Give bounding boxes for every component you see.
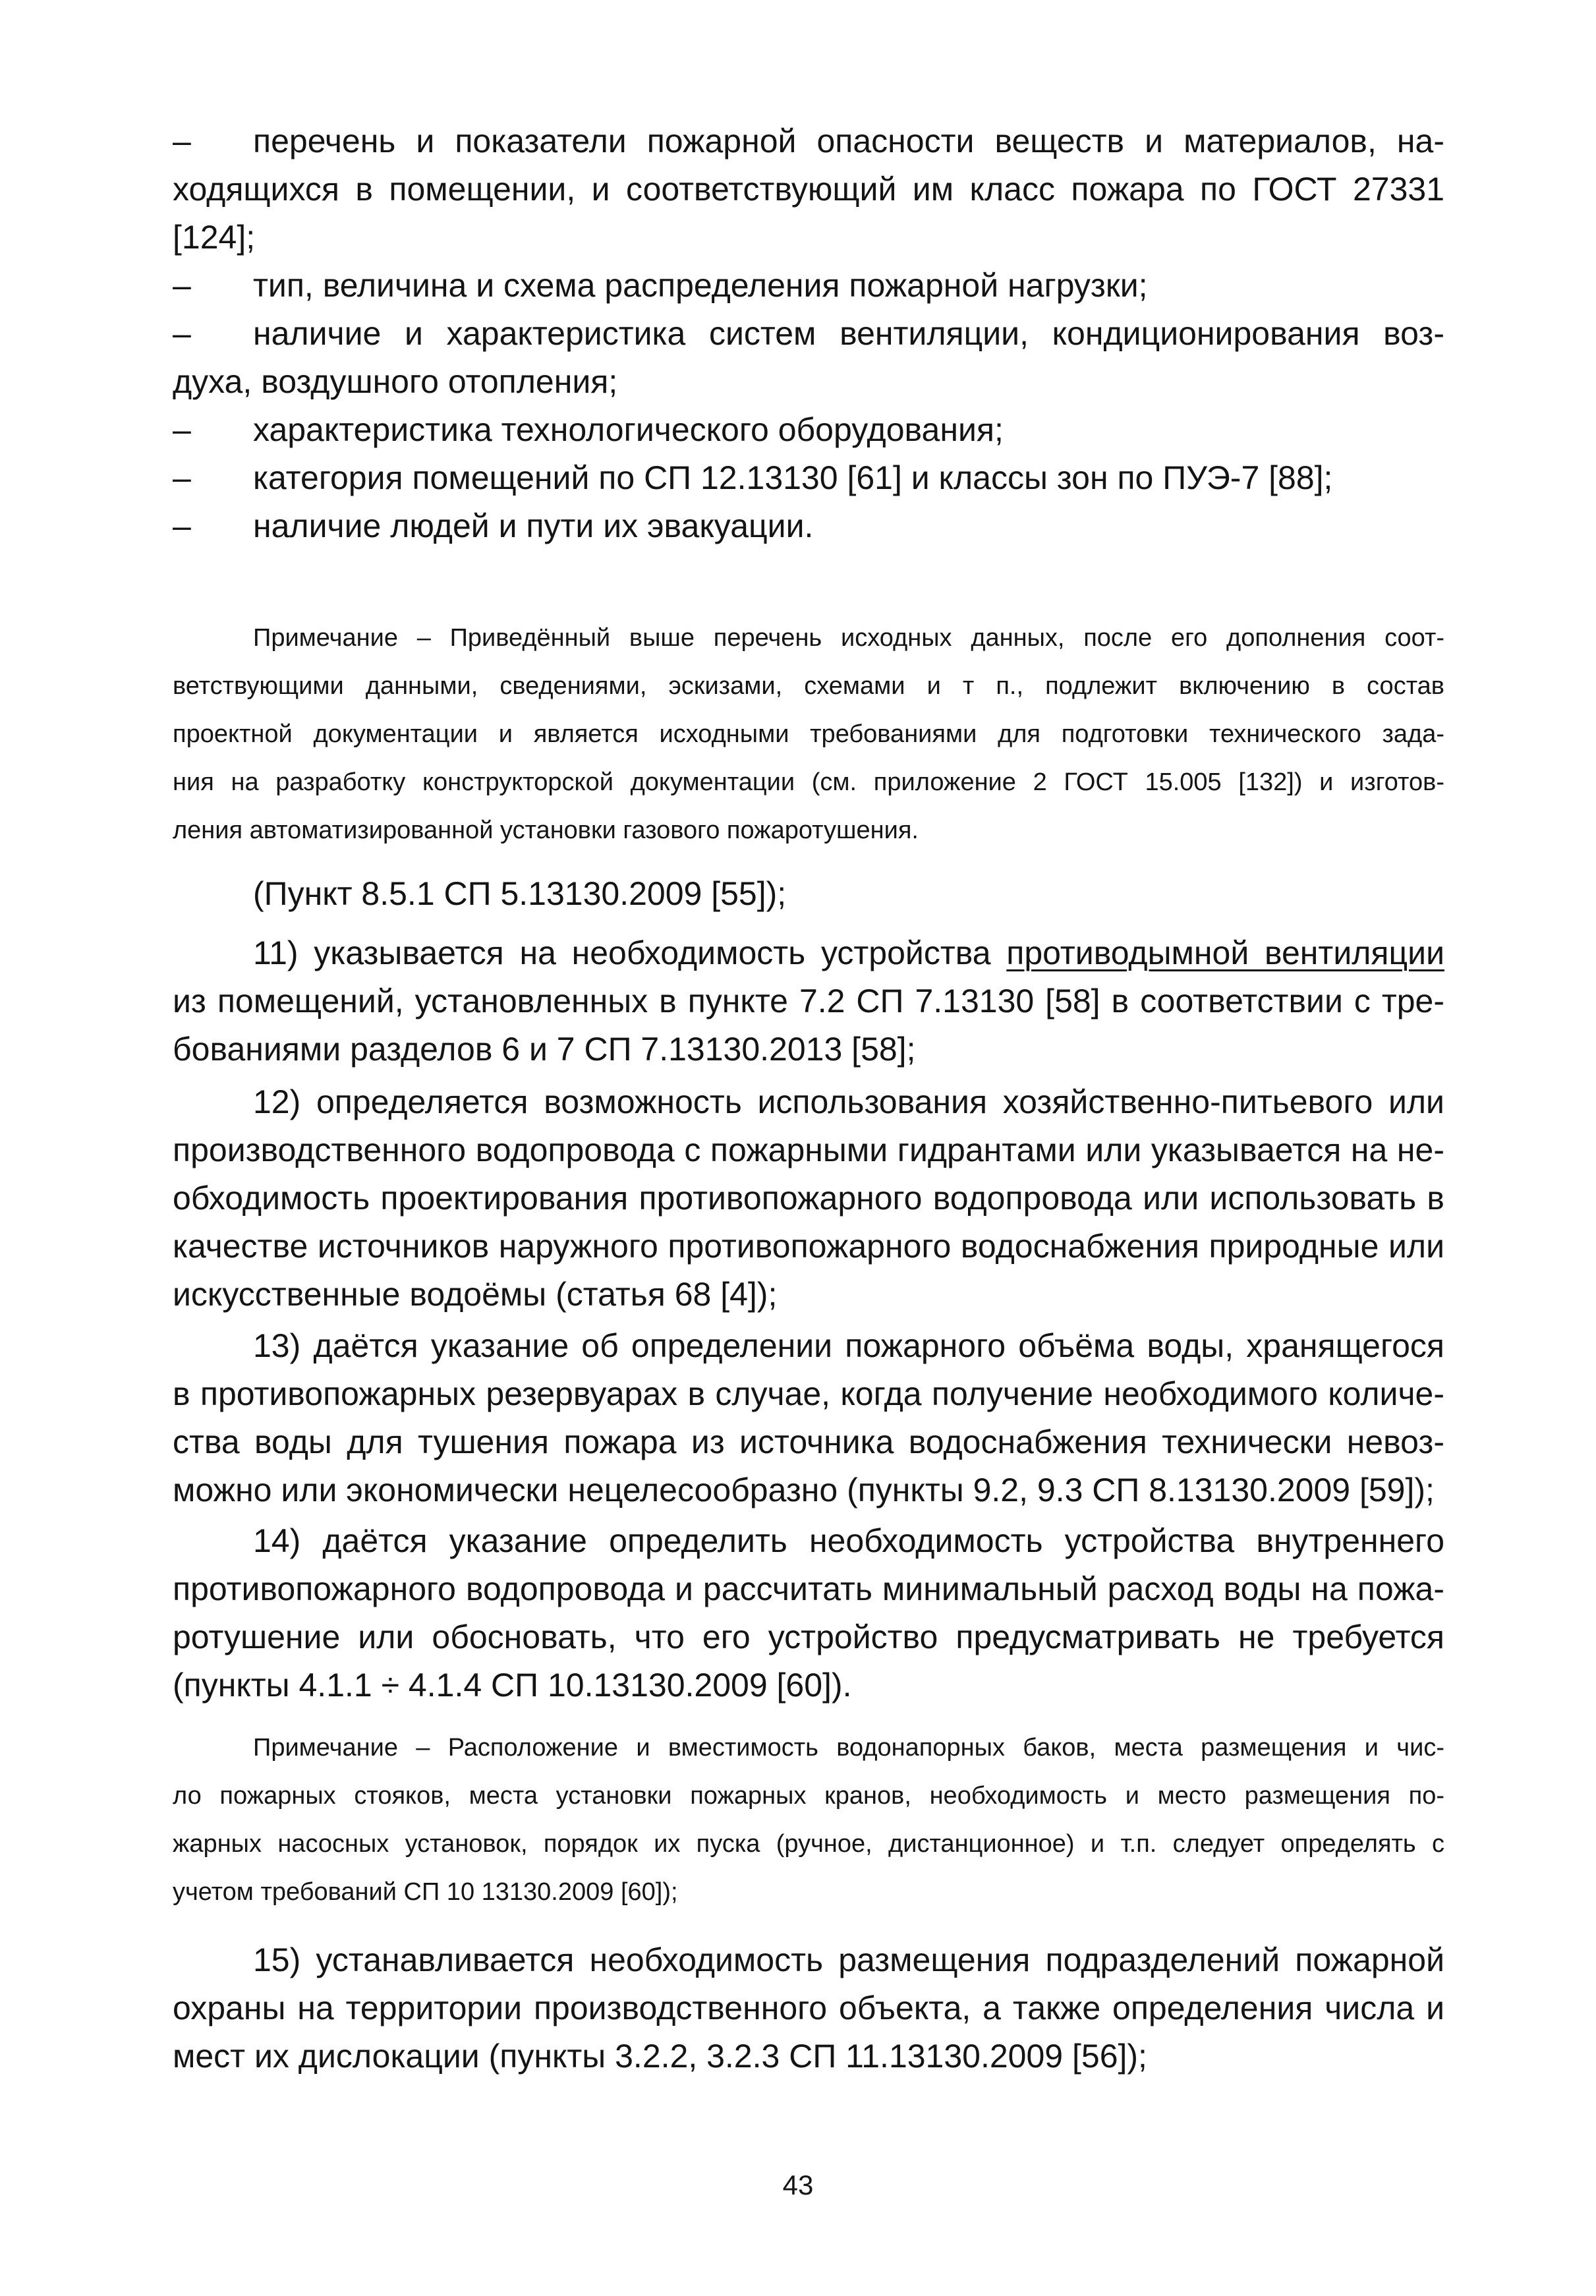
item-13-paragraph: 13) даётся указание об определении пожарного объёма воды, хранящегося в противопожарных резервуарах в случае, когда получение необходимого количе- ства воды для тушения пожара из источника водоснабжения технически невоз- можно или экономически нецелесообразно (пункты 9.2, 9.3 СП 8.13130.2009 [59]); (173, 1327, 1444, 1508)
item-14-paragraph: 14) даётся указание определить необходимость устройства внутреннего противопожарного водопровода и рассчитать минимальный расход воды на пожа- ротушение или обосновать, что его устройство предусматривать не требуется (пункты 4.1.1 ÷ 4.1.4 СП 10.13130.2009 [60]). (173, 1522, 1444, 1704)
list-dash: – (173, 315, 191, 352)
list-item: – наличие людей и пути их эвакуации. (173, 502, 1444, 550)
source-data-list (173, 117, 1444, 550)
note-paragraph: Примечание – Расположение и вместимость водонапорных баков, места размещения и чис- ло пожарных стояков, места установки пожарных кранов, необходимость и место размещения по- жарных насосных установок, порядок их пуска (ручное, дистанционное) и т.п. следует определять с учетом требований СП 10 13130.2009 [60]); (173, 1734, 1444, 1906)
item-15-paragraph: 15) устанавливается необходимость размещения подразделений пожарной охраны на территории производственного объекта, а также определения числа и мест их дислокации (пункты 3.2.2, 3.2.3 СП 11.13130.2009 [56]); (173, 1941, 1444, 2075)
list-dash: – (173, 411, 191, 448)
list-dash: – (173, 267, 191, 304)
list-dash: – (173, 459, 191, 496)
item-11-paragraph: 11) указывается на необходимость устройства противодымной вентиляции из помещений, установленных в пункте 7.2 СП 7.13130 [58] в соответствии с тре- бованиями разделов 6 и 7 СП 7.13130.2013 [58]; (173, 934, 1444, 1068)
list-item: – наличие и характеристика систем вентиляции, кондиционирования воз- духа, воздушного отопления; (173, 310, 1444, 406)
list-item: – тип, величина и схема распределения пожарной нагрузки; (173, 262, 1444, 310)
page-number: 43 (782, 2169, 814, 2200)
item-12-paragraph: 12) определяется возможность использования хозяйственно-питьевого или производственного водопровода с пожарными гидрантами или указывается на не- обходимость проектирования противопожарного водопровода или использовать в качестве источников наружного противопожарного водоснабжения природные или искусственные водоёмы (статья 68 [4]); (173, 1083, 1444, 1313)
underlined-term: противодымной вентиляции (1006, 934, 1444, 971)
clause-reference: (Пункт 8.5.1 СП 5.13130.2009 [55]); (253, 875, 787, 912)
list-item: – перечень и показатели пожарной опасности веществ и материалов, на- ходящихся в помещении, и соответствующий им класс пожара по ГОСТ 27331 [124]; (173, 117, 1444, 262)
note-paragraph: Примечание – Приведённый выше перечень исходных данных, после его дополнения соот- ветствующими данными, сведениями, эскизами, схемами и т п., подлежит включению в состав проектной документации и является исходными требованиями для подготовки технического зада- ния на разработку конструкторской документации (см. приложение 2 ГОСТ 15.005 [132]) и изготов- ления автоматизированной установки газового пожаротушения. (173, 624, 1444, 844)
list-dash: – (173, 507, 191, 544)
list-item: – категория помещений по СП 12.13130 [61] и классы зон по ПУЭ-7 [88]; (173, 454, 1444, 502)
list-dash: – (173, 123, 191, 159)
list-item: – характеристика технологического оборудования; (173, 406, 1444, 454)
